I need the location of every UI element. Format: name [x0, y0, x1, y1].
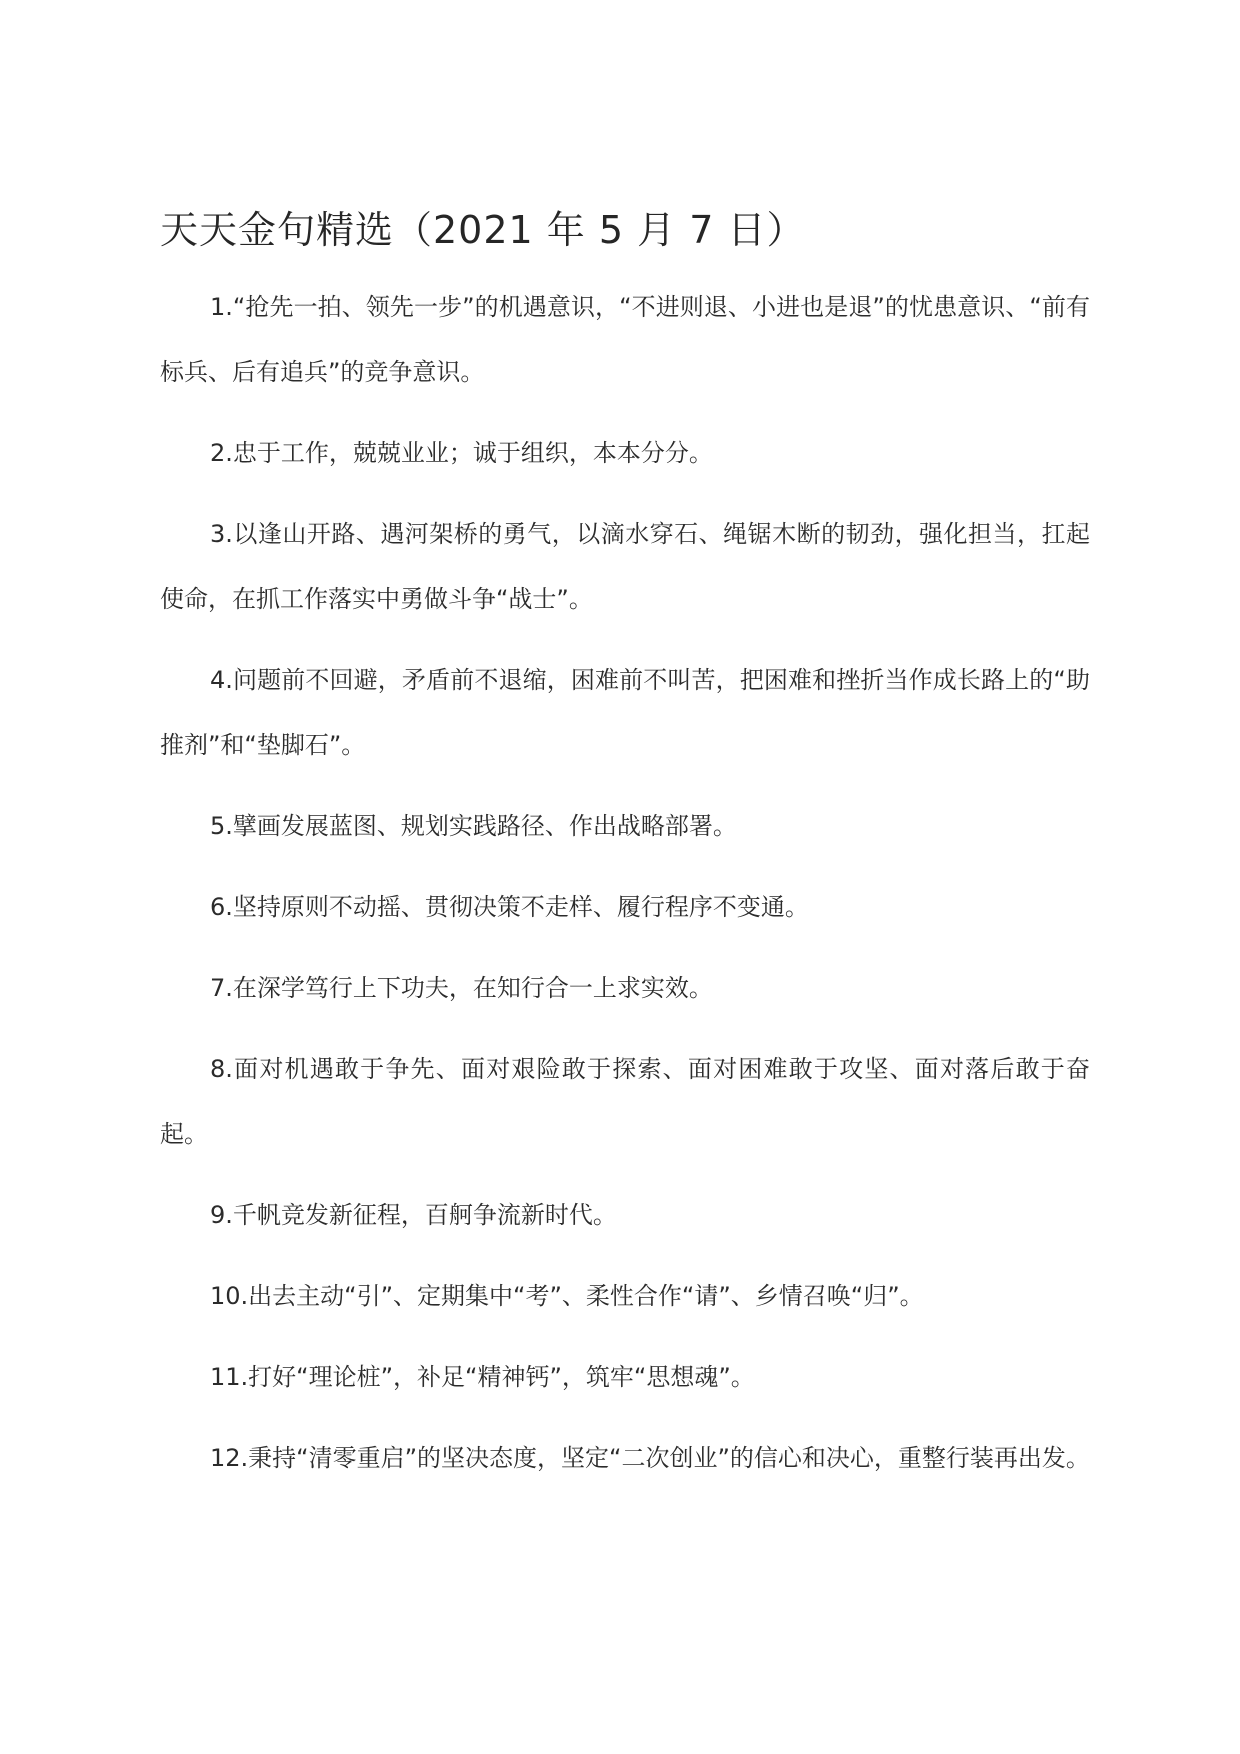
- quote-item-8: 8.面对机遇敢于争先、面对艰险敢于探索、面对困难敢于攻坚、面对落后敢于奋起。: [160, 1055, 1090, 1148]
- quote-item-12: 12.秉持“清零重启”的坚决态度，坚定“二次创业”的信心和决心，重整行装再出发。: [210, 1444, 1090, 1472]
- document-title: 天天金句精选（2021 年 5 月 7 日）: [160, 208, 806, 252]
- quote-item-11: 11.打好“理论桩”，补足“精神钙”，筑牢“思想魂”。: [210, 1363, 755, 1391]
- quote-item-7: 7.在深学笃行上下功夫，在知行合一上求实效。: [210, 974, 713, 1002]
- quote-item-9: 9.千帆竞发新征程，百舸争流新时代。: [210, 1201, 617, 1229]
- quote-item-6: 6.坚持原则不动摇、贯彻决策不走样、履行程序不变通。: [210, 893, 809, 921]
- quote-item-10: 10.出去主动“引”、定期集中“考”、柔性合作“请”、乡情召唤“归”。: [210, 1282, 924, 1310]
- quote-item-2: 2.忠于工作，兢兢业业；诚于组织，本本分分。: [210, 439, 713, 467]
- quote-item-1: 1.“抢先一拍、领先一步”的机遇意识，“不进则退、小进也是退”的忧患意识、“前有标兵、后有追兵”的竞争意识。: [160, 293, 1090, 386]
- quote-item-5: 5.擘画发展蓝图、规划实践路径、作出战略部署。: [210, 812, 737, 840]
- quote-list: [160, 275, 1090, 1507]
- quote-item-4: 4.问题前不回避，矛盾前不退缩，困难前不叫苦，把困难和挫折当作成长路上的“助推剂”和“垫脚石”。: [160, 666, 1090, 759]
- quote-item-3: 3.以逢山开路、遇河架桥的勇气，以滴水穿石、绳锯木断的韧劲，强化担当，扛起使命，在抓工作落实中勇做斗争“战士”。: [160, 520, 1090, 613]
